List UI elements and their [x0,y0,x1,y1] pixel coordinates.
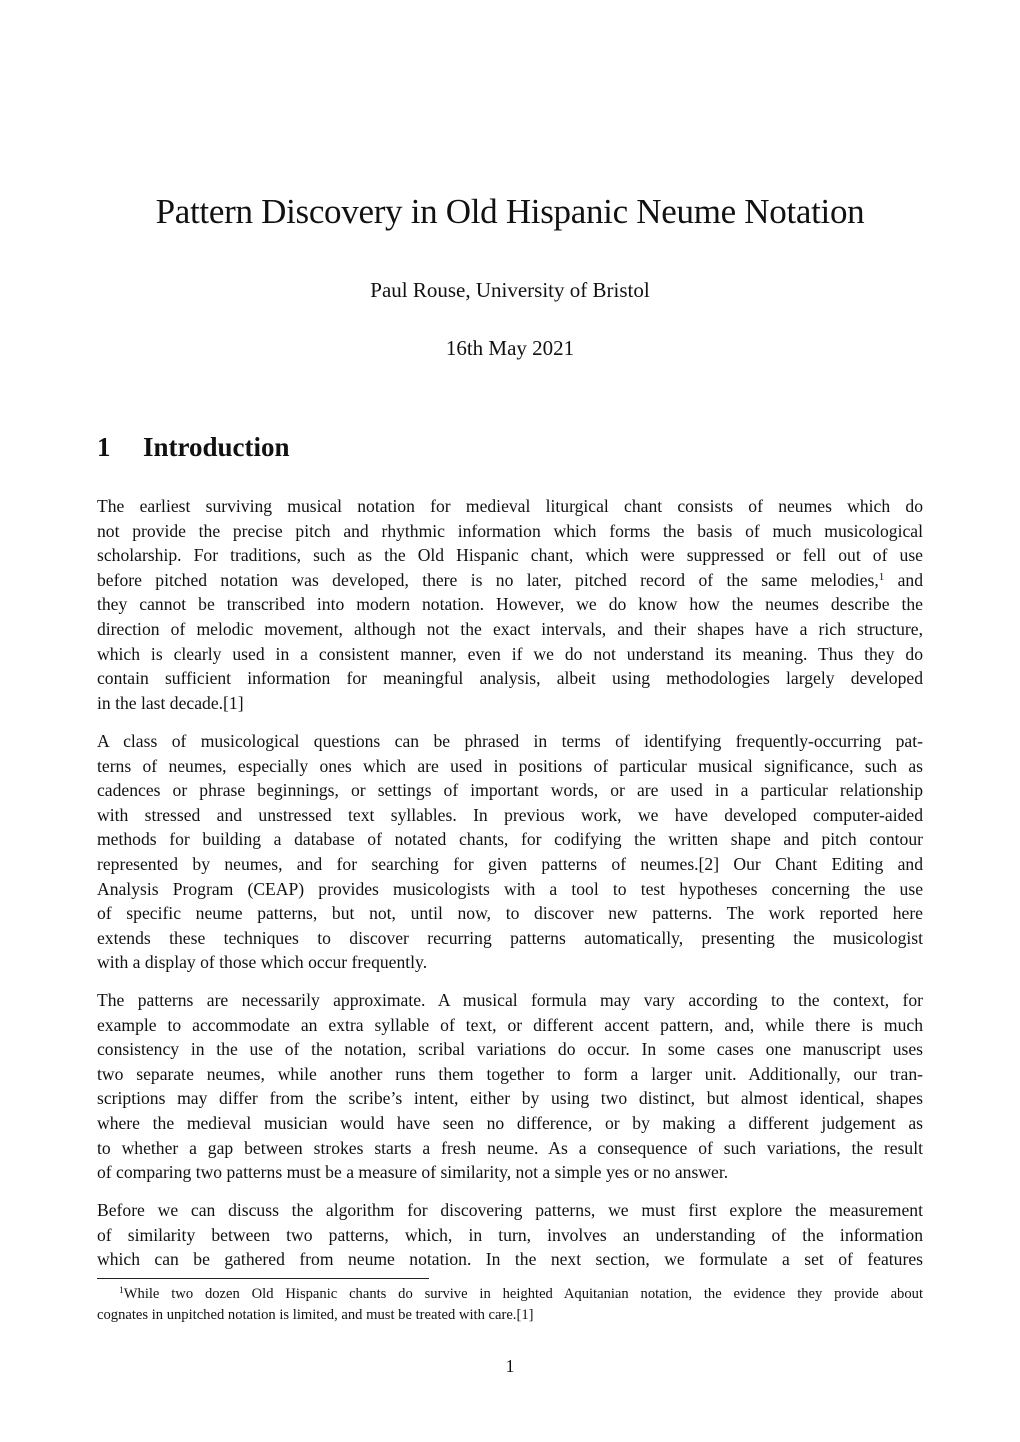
text-line: with a display of those which occur frequently. [97,952,428,973]
text-line: where the medieval musician would have seen no difference, or by making a different judgement as [97,1113,923,1133]
text-line: cadences or phrase beginnings, or settings of important words, or are used in a particular relationship [97,780,923,801]
footnote-reference[interactable]: 1 [878,570,885,583]
text-line: Before we can discuss the algorithm for discovering patterns, we must first explore the measurement [97,1200,923,1220]
text-line: with stressed and unstressed text syllables. In previous work, we have developed computer-aided [97,804,923,825]
author-affiliation: Paul Rouse, University of Bristol [370,278,650,302]
section-heading [97,432,290,463]
text-line: methods for building a database of notated chants, for codifying the written shape and pitch contour [97,829,923,850]
text-line: they cannot be transcribed into modern notation. However, we do know how the neumes describe the [97,594,923,615]
text-line: two separate neumes, while another runs them together to form a larger unit. Additionally, our tran- [97,1063,923,1084]
text-line: example to accommodate an extra syllable of text, or different accent pattern, and, while there is much [97,1014,923,1035]
text-line: of specific neume patterns, but not, until now, to discover new patterns. The work reported here [97,903,923,924]
text-line: represented by neumes, and for searching for given patterns of neumes.[2] Our Chant Editing and [97,854,923,874]
text-line: to whether a gap between strokes starts a fresh neume. As a consequence of such variations, the result [97,1137,923,1158]
text-line: which is clearly used in a consistent manner, even if we do not understand its meaning. Thus they do [97,643,923,664]
text-line: which can be gathered from neume notation. In the next section, we formulate a set of features [97,1249,923,1270]
text-line: Analysis Program (CEAP) provides musicologists with a tool to test hypotheses concerning the use [97,878,923,899]
text-line: terns of neumes, especially ones which are used in positions of particular musical significance, such as [97,755,923,776]
text-line: contain sufficient information for meaningful analysis, albeit using methodologies largely developed [97,668,923,689]
text-line [97,568,923,593]
text-line: of similarity between two patterns, which, in turn, involves an understanding of the information [97,1224,923,1245]
text-line: scriptions may differ from the scribe’s intent, either by using two distinct, but almost identical, shapes [97,1088,923,1109]
text-line: consistency in the use of the notation, scribal variations do occur. In some cases one manuscript uses [97,1039,923,1060]
text-line: direction of melodic movement, although not the exact intervals, and their shapes have a rich structure, [97,619,923,639]
section-number: 1 [97,432,111,462]
section-title: Introduction [143,432,290,462]
page-number: 1 [505,1356,515,1376]
publication-date: 16th May 2021 [445,336,575,360]
text-line: extends these techniques to discover recurring patterns automatically, presenting the musicologist [97,927,923,948]
text-line-tail: and [884,569,923,590]
footnote-text: While two dozen Old Hispanic chants do survive in heighted Aquitanian notation, the evidence they provide about [123,1286,923,1302]
text-line: scholarship. For traditions, such as the Old Hispanic chant, which were suppressed or fell out of use [97,545,923,566]
footnote-divider [97,1278,429,1279]
text-line: not provide the precise pitch and rhythmic information which forms the basis of much musicological [97,520,923,541]
footnote-line: cognates in unpitched notation is limited, and must be treated with care.[1] [97,1307,534,1323]
text-line: of comparing two patterns must be a measure of similarity, not a simple yes or no answer. [97,1162,729,1183]
text-line: A class of musicological questions can be phrased in terms of identifying frequently-occurring pat- [97,731,923,751]
paper-title: Pattern Discovery in Old Hispanic Neume Notation [155,192,865,231]
text-line: in the last decade.[1] [97,692,244,713]
text-line: The patterns are necessarily approximate. A musical formula may vary according to the context, for [97,990,923,1010]
text-line-content: before pitched notation was developed, there is no later, pitched record of the same melodies, [97,569,879,590]
text-line: The earliest surviving musical notation for medieval liturgical chant consists of neumes which do [97,496,923,516]
footnote-line [97,1284,923,1305]
footnote-marker: 1 [119,1286,124,1296]
